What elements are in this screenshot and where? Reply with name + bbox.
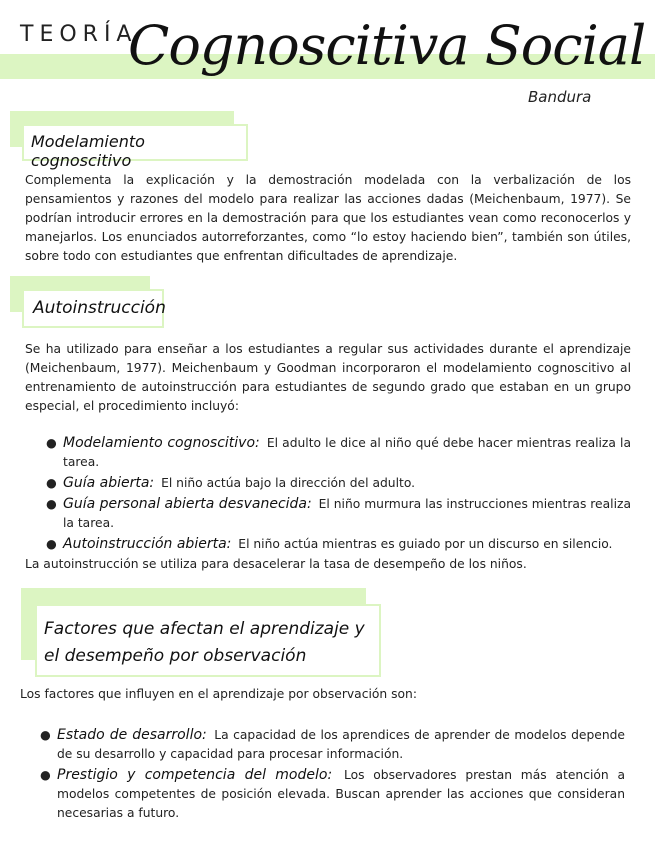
bullet-icon: ●: [46, 476, 57, 490]
section-closing: La autoinstrucción se utiliza para desacelerar la tasa de desempeño de los niños.: [25, 557, 527, 571]
list-item: [37, 726, 625, 764]
list-item-text: El niño actúa bajo la dirección del adulto.: [161, 476, 416, 490]
bullet-icon: ●: [46, 436, 57, 450]
author-label: Bandura: [528, 88, 592, 106]
list-item-text: La capacidad de los aprendices de aprender de modelos depende de su desarrollo y capacidad para procesar información.: [57, 728, 625, 761]
list-item-term: Guía abierta:: [63, 475, 155, 491]
list-item: [43, 434, 631, 472]
list-item: [43, 474, 631, 493]
list-item-text: El niño murmura las instrucciones mientras realiza la tarea.: [63, 497, 631, 530]
list-item-term: Autoinstrucción abierta:: [63, 536, 232, 552]
section-paragraph: Se ha utilizado para enseñar a los estudiantes a regular sus actividades durante el aprendizaje (Meichenbaum, 1977). Meichenbaum y Goodman incorporaron el modelamiento cognoscitivo al entrenamiento de autoinstrucción para estudiantes de segundo grado que estaban en un grupo especial, el procedimiento incluyó:: [25, 342, 631, 413]
list-item-term: Guía personal abierta desvanecida:: [63, 496, 312, 512]
list-item-term: Prestigio y competencia del modelo:: [57, 767, 333, 783]
section-heading-modelamiento: Modelamiento cognoscitivo: [22, 124, 248, 161]
list-item-term: Estado de desarrollo:: [57, 727, 207, 743]
section-paragraph: Complementa la explicación y la demostración modelada con la verbalización de los pensamientos y razones del modelo para realizar las acciones dadas (Meichenbaum, 1977). Se podrían introducir errores en la demostración para que los estudiantes vean como reconocerlos y manejarlos. Los enunciados autorreforzantes, como “lo estoy haciendo bien”, también son útiles, sobre todo con estudiantes que enfrentan dificultades de aprendizaje.: [25, 173, 631, 263]
section-heading-autoinstruccion: Autoinstrucción: [22, 289, 164, 328]
bullet-icon: ●: [46, 497, 57, 511]
bullet-icon: ●: [40, 768, 51, 782]
list-item-text: El adulto le dice al niño qué debe hacer mientras realiza la tarea.: [63, 436, 631, 469]
list-item-term: Modelamiento cognoscitivo:: [63, 435, 260, 451]
bullet-icon: ●: [46, 537, 57, 551]
list-item: [43, 535, 631, 554]
procedure-list: [43, 434, 631, 554]
list-item: [37, 766, 625, 823]
bullet-icon: ●: [40, 728, 51, 742]
heading-line: Factores que afectan el aprendizaje y: [44, 619, 365, 639]
list-item-text: El niño actúa mientras es guiado por un discurso en silencio.: [238, 537, 613, 551]
list-item: [43, 495, 631, 533]
heading-line: el desempeño por observación: [44, 646, 307, 666]
factors-list: [37, 726, 625, 823]
page-title: Cognoscitiva Social: [128, 14, 646, 77]
section-intro: Los factores que influyen en el aprendizaje por observación son:: [20, 687, 417, 701]
list-item-text: Los observadores prestan más atención a modelos competentes de posición elevada. Buscan aprender las acciones que consideran necesarias a futuro.: [57, 768, 626, 820]
header-eyebrow: TEORÍA: [20, 22, 138, 47]
section-heading-factores: [35, 604, 381, 677]
